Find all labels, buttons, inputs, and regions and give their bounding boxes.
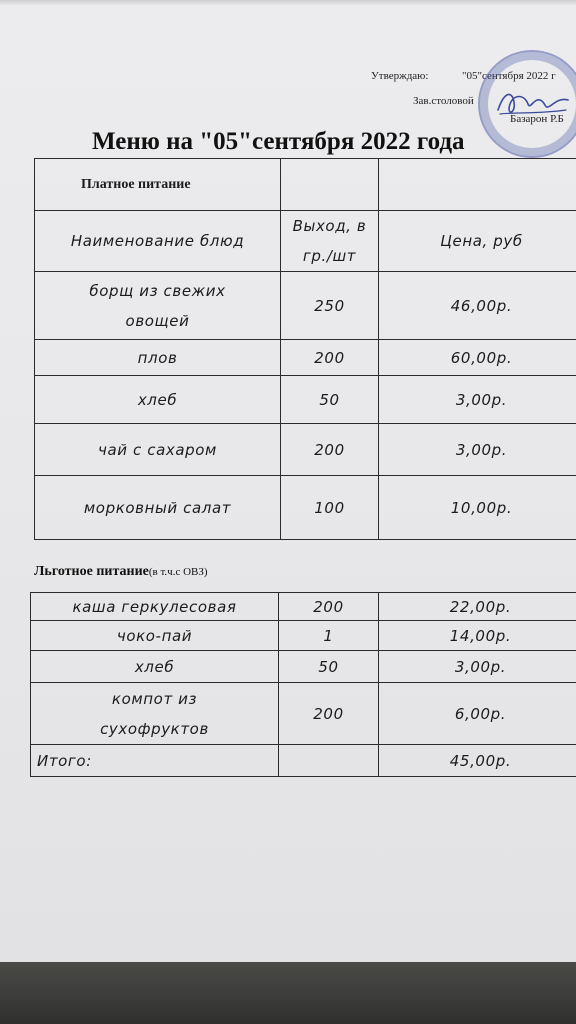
dish-price: 10,00р.: [379, 476, 576, 540]
dish-yield: 250: [281, 272, 379, 340]
empty-cell: [379, 159, 576, 211]
table-header-row: [35, 211, 576, 272]
dish-price: 3,00р.: [379, 376, 576, 424]
table-row: [35, 424, 576, 476]
benefit-label-note: (в т.ч.с ОВЗ): [148, 566, 208, 578]
dish-name: каша геркулесовая: [31, 593, 279, 621]
header-price: Цена, руб: [379, 211, 576, 272]
dish-name: плов: [35, 340, 281, 376]
approve-position: Зав.столовой: [413, 95, 474, 107]
dish-yield: 100: [281, 476, 379, 540]
dish-name-line1: борщ из свежих: [89, 281, 226, 300]
table-row: [31, 621, 576, 651]
floor-background: [0, 962, 576, 1024]
dish-yield: 200: [279, 593, 379, 621]
header-yield: [281, 211, 379, 272]
dish-name-line2: овощей: [125, 311, 190, 330]
table-row: [35, 476, 576, 540]
header-yield-line1: Выход, в: [292, 217, 367, 235]
dish-name: [35, 272, 281, 340]
approve-label: Утверждаю:: [371, 70, 429, 82]
dish-price: 46,00р.: [379, 272, 576, 340]
dish-price: 60,00р.: [379, 340, 576, 376]
total-row: [31, 745, 576, 777]
table-row: [31, 683, 576, 745]
dish-yield: 50: [279, 651, 379, 683]
table-row: [35, 376, 576, 424]
empty-cell: [279, 745, 379, 777]
dish-name-line2: сухофруктов: [100, 719, 209, 738]
paid-section-label: Платное питание: [35, 159, 281, 211]
dish-yield: 200: [279, 683, 379, 745]
page-title: Меню на "05"сентября 2022 года: [92, 128, 465, 155]
dish-price: 3,00р.: [379, 651, 576, 683]
benefit-menu-table: [30, 592, 576, 777]
benefit-section-label: [34, 564, 208, 580]
paid-menu-table: [34, 158, 576, 540]
dish-name: морковный салат: [35, 476, 281, 540]
empty-cell: [281, 159, 379, 211]
dish-name: хлеб: [35, 376, 281, 424]
dish-name: чоко-пай: [31, 621, 279, 651]
dish-yield: 200: [281, 424, 379, 476]
header-yield-line2: гр./шт: [302, 247, 357, 265]
paper-edge: [0, 0, 576, 6]
benefit-label-text: Льготное питание: [34, 564, 149, 579]
dish-yield: 1: [279, 621, 379, 651]
table-row: [35, 340, 576, 376]
header-dish-name: Наименование блюд: [35, 211, 281, 272]
signature: [494, 84, 572, 124]
dish-price: 3,00р.: [379, 424, 576, 476]
table-row: [31, 593, 576, 621]
dish-yield: 200: [281, 340, 379, 376]
approve-date: "05"сентября 2022 г: [462, 70, 556, 82]
dish-price: 6,00р.: [379, 683, 576, 745]
table-row: [35, 159, 576, 211]
dish-price: 14,00р.: [379, 621, 576, 651]
dish-name-line1: компот из: [111, 689, 198, 708]
approve-name: Базарон Р.Б: [510, 113, 564, 125]
dish-name: [31, 683, 279, 745]
total-label: Итого:: [31, 745, 279, 777]
table-row: [31, 651, 576, 683]
dish-name: чай с сахаром: [35, 424, 281, 476]
dish-name: хлеб: [31, 651, 279, 683]
total-price: 45,00р.: [379, 745, 576, 777]
table-row: [35, 272, 576, 340]
dish-price: 22,00р.: [379, 593, 576, 621]
dish-yield: 50: [281, 376, 379, 424]
